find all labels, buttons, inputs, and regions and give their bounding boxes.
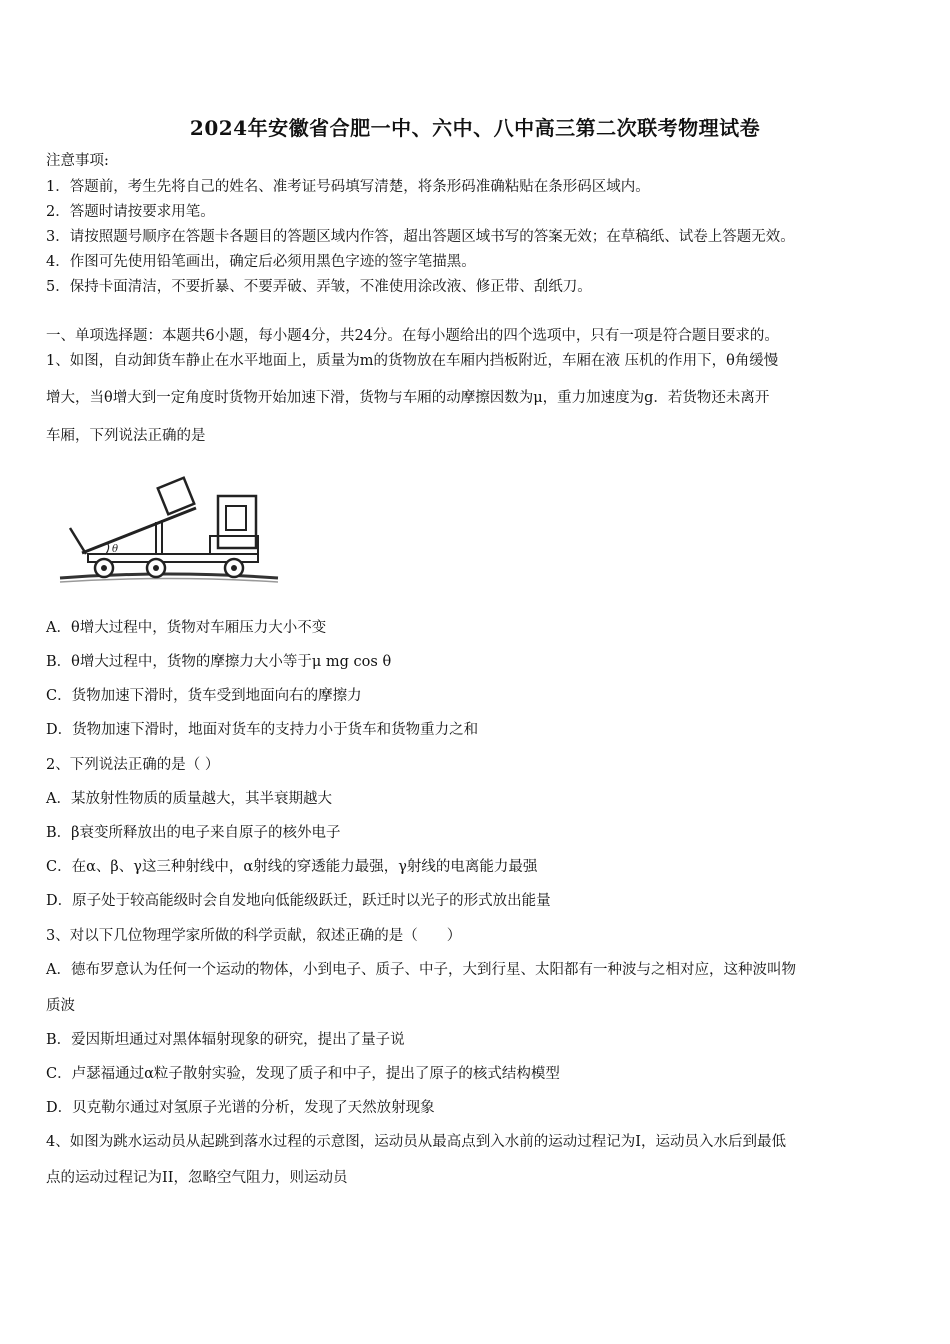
section-heading: 一、单项选择题：本题共6小题，每小题4分，共24分。在每小题给出的四个选项中，只有一项是符合题目要求的。	[46, 328, 779, 344]
question-3-stem: 3、对以下几位物理学家所做的科学贡献，叙述正确的是（ ）	[46, 928, 462, 944]
question-4-stem: 点的运动过程记为II，忽略空气阻力，则运动员	[46, 1170, 348, 1186]
question-3-option: 质波	[46, 998, 75, 1014]
question-2-option: B．β衰变所释放出的电子来自原子的核外电子	[46, 825, 341, 841]
tailgate	[70, 528, 86, 554]
question-1-stem: 车厢，下列说法正确的是	[46, 428, 206, 444]
question-1-option: C．货物加速下滑时，货车受到地面向右的摩擦力	[46, 688, 362, 704]
ground-line	[60, 574, 278, 578]
truck-bed	[82, 508, 196, 553]
notice-item: 1．答题前，考生先将自己的姓名、准考证号码填写清楚，将条形码准确粘贴在条形码区域内。	[46, 179, 650, 195]
truck-cab	[218, 496, 256, 548]
question-2-option: A．某放射性物质的质量越大，其半衰期越大	[46, 791, 332, 807]
notice-item: 5．保持卡面清洁，不要折暴、不要弄破、弄皱，不准使用涂改液、修正带、刮纸刀。	[46, 279, 592, 295]
question-2-option: D．原子处于较高能级时会自发地向低能级跃迁，跃迁时以光子的形式放出能量	[46, 893, 551, 909]
question-3-option: C．卢瑟福通过α粒子散射实验，发现了质子和中子，提出了原子的核式结构模型	[46, 1066, 560, 1082]
notice-item: 3．请按照题号顺序在答题卡各题目的答题区域内作答，超出答题区域书写的答案无效；在草稿纸、试卷上答题无效。	[46, 229, 795, 245]
question-3-option: D．贝克勒尔通过对氢原子光谱的分析，发现了天然放射现象	[46, 1100, 435, 1116]
notice-heading: 注意事项:	[46, 153, 109, 169]
question-1-option: A．θ增大过程中，货物对车厢压力大小不变	[46, 620, 327, 636]
theta-label: θ	[112, 544, 119, 555]
question-4-stem: 4、如图为跳水运动员从起跳到落水过程的示意图，运动员从最高点到入水前的运动过程记为I，运动员入水后到最低	[46, 1134, 786, 1150]
question-3-option: B．爱因斯坦通过对黑体辐射现象的研究，提出了量子说	[46, 1032, 405, 1048]
question-1-option: B．θ增大过程中，货物的摩擦力大小等于μ mg cos θ	[46, 654, 392, 670]
question-2-stem: 2、下列说法正确的是（ ）	[46, 757, 220, 773]
question-1-stem: 1、如图，自动卸货车静止在水平地面上，质量为m的货物放在车厢内挡板附近，车厢在液 压机的作用下，θ角缓慢	[46, 353, 779, 369]
question-1-stem: 增大，当θ增大到一定角度时货物开始加速下滑，货物与车厢的动摩擦因数为μ，重力加速度为g．若货物还未离开	[46, 390, 770, 406]
question-2-option: C．在α、β、γ这三种射线中，α射线的穿透能力最强，γ射线的电离能力最强	[46, 859, 538, 875]
dump-truck-figure	[58, 458, 280, 588]
notice-item: 4．作图可先使用铅笔画出，确定后必须用黑色字迹的签字笔描黑。	[46, 254, 476, 270]
page-title: 2024年安徽省合肥一中、六中、八中高三第二次联考物理试卷	[189, 116, 761, 140]
question-3-option: A．德布罗意认为任何一个运动的物体，小到电子、质子、中子，大到行星、太阳都有一种波与之相对应，这种波叫物	[46, 962, 796, 978]
cargo-box	[158, 478, 194, 514]
notice-item: 2．答题时请按要求用笔。	[46, 204, 215, 220]
question-1-option: D．货物加速下滑时，地面对货车的支持力小于货车和货物重力之和	[46, 722, 479, 738]
